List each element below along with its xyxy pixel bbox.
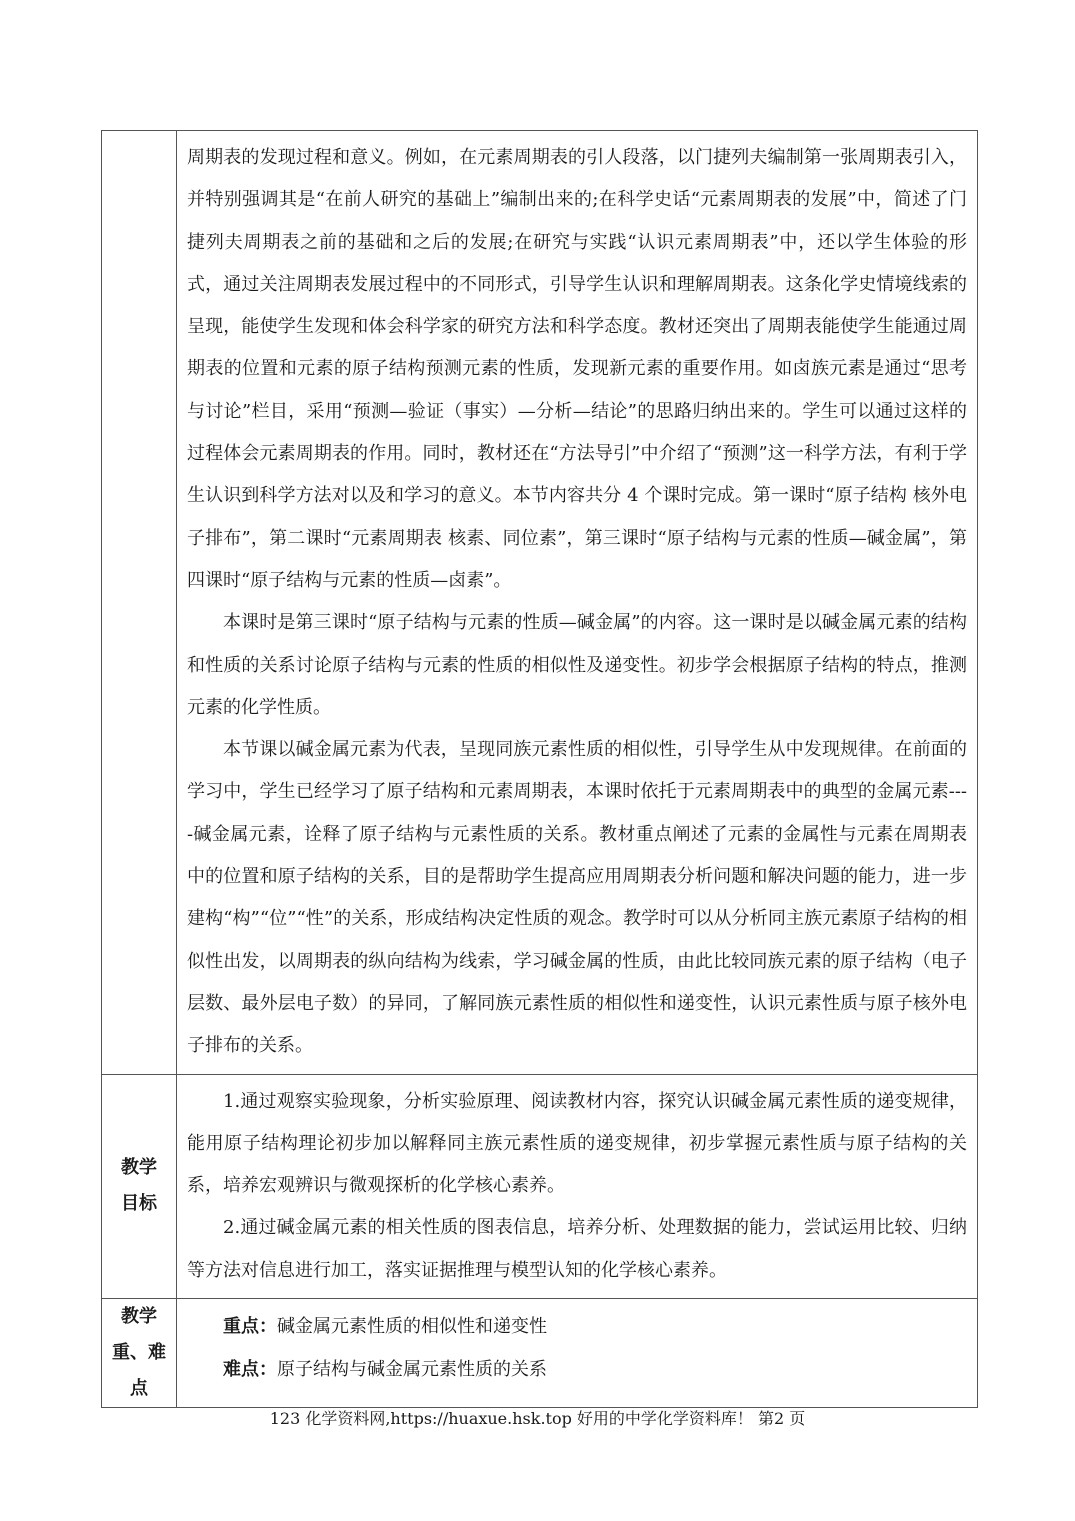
objectives-label-line1: 教学	[121, 1157, 157, 1179]
key-points-label-line3: 点	[130, 1378, 148, 1400]
key-points-label	[102, 1299, 177, 1408]
difficult-point-text: 原子结构与碱金属元素性质的关系	[277, 1359, 547, 1381]
lesson-plan-table	[101, 130, 978, 1408]
objective-item-1: 1.通过观察实验现象，分析实验原理、阅读教材内容，探究认识碱金属元素性质的递变规律，能用原子结构理论初步加以解释同主族元素性质的递变规律，初步掌握元素性质与原子结构的关系，培养宏观辨识与微观探析的化学核心素养。	[187, 1090, 967, 1197]
difficult-point-line	[187, 1348, 967, 1391]
table-row	[102, 1074, 978, 1298]
key-points-label-line2: 重、难	[112, 1342, 166, 1364]
key-point-text: 碱金属元素性质的相似性和递变性	[277, 1316, 547, 1338]
key-points-label-line1: 教学	[121, 1306, 157, 1328]
analysis-cell	[177, 131, 978, 1075]
analysis-paragraph-3: 本节课以碱金属元素为代表，呈现同族元素性质的相似性，引导学生从中发现规律。在前面的学习中，学生已经学习了原子结构和元素周期表，本课时依托于元素周期表中的典型的金属元素----碱金属元素，诠释了原子结构与元素性质的关系。教材重点阐述了元素的金属性与元素在周期表中的位置和原子结构的关系，目的是帮助学生提高应用周期表分析问题和解决问题的能力，进一步建构“构”“位”“性”的关系，形成结构决定性质的观念。教学时可以从分析同主族元素原子结构的相似性出发，以周期表的纵向结构为线索，学习碱金属的性质，由此比较同族元素的原子结构（电子层数、最外层电子数）的异同，了解同族元素性质的相似性和递变性，认识元素性质与原子核外电子排布的关系。	[187, 739, 967, 1057]
objective-item-2: 2.通过碱金属元素的相关性质的图表信息，培养分析、处理数据的能力，尝试运用比较、归纳等方法对信息进行加工，落实证据推理与模型认知的化学核心素养。	[187, 1217, 967, 1281]
page-footer: 123 化学资料网,https://huaxue.hsk.top 好用的中学化学资料库！ 第2 页	[269, 1409, 806, 1428]
objectives-cell	[177, 1074, 978, 1298]
analysis-paragraph-1: 周期表的发现过程和意义。例如，在元素周期表的引人段落，以门捷列夫编制第一张周期表引入，并特别强调其是“在前人研究的基础上”编制出来的;在科学史话“元素周期表的发展”中，简述了门捷列夫周期表之前的基础和之后的发展;在研究与实践“认识元素周期表”中，还以学生体验的形式，通过关注周期表发展过程中的不同形式，引导学生认识和理解周期表。这条化学史情境线索的呈现，能使学生发现和体会科学家的研究方法和科学态度。教材还突出了周期表能使学生能通过周期表的位置和元素的原子结构预测元素的性质，发现新元素的重要作用。如卤族元素是通过“思考与讨论”栏目，采用“预测—验证（事实）—分析—结论”的思路归纳出来的。学生可以通过这样的过程体会元素周期表的作用。同时，教材还在“方法导引”中介绍了“预测”这一科学方法，有利于学生认识到科学方法对以及和学习的意义。本节内容共分 4 个课时完成。第一课时“原子结构 核外电子排布”，第二课时“元素周期表 核素、同位素”，第三课时“原子结构与元素的性质—碱金属”，第四课时“原子结构与元素的性质—卤素”。	[187, 147, 967, 591]
table-row	[102, 131, 978, 1075]
key-points-cell	[177, 1299, 978, 1408]
table-row	[102, 1299, 978, 1408]
key-point-label: 重点：	[223, 1316, 277, 1338]
objectives-label	[102, 1074, 177, 1298]
key-point-line	[187, 1305, 967, 1348]
objectives-label-line2: 目标	[121, 1193, 157, 1215]
difficult-point-label: 难点：	[223, 1359, 277, 1381]
row-label-empty	[102, 131, 177, 1075]
analysis-paragraph-2: 本课时是第三课时“原子结构与元素的性质—碱金属”的内容。这一课时是以碱金属元素的结构和性质的关系讨论原子结构与元素的性质的相似性及递变性。初步学会根据原子结构的特点，推测元素的化学性质。	[187, 612, 967, 718]
